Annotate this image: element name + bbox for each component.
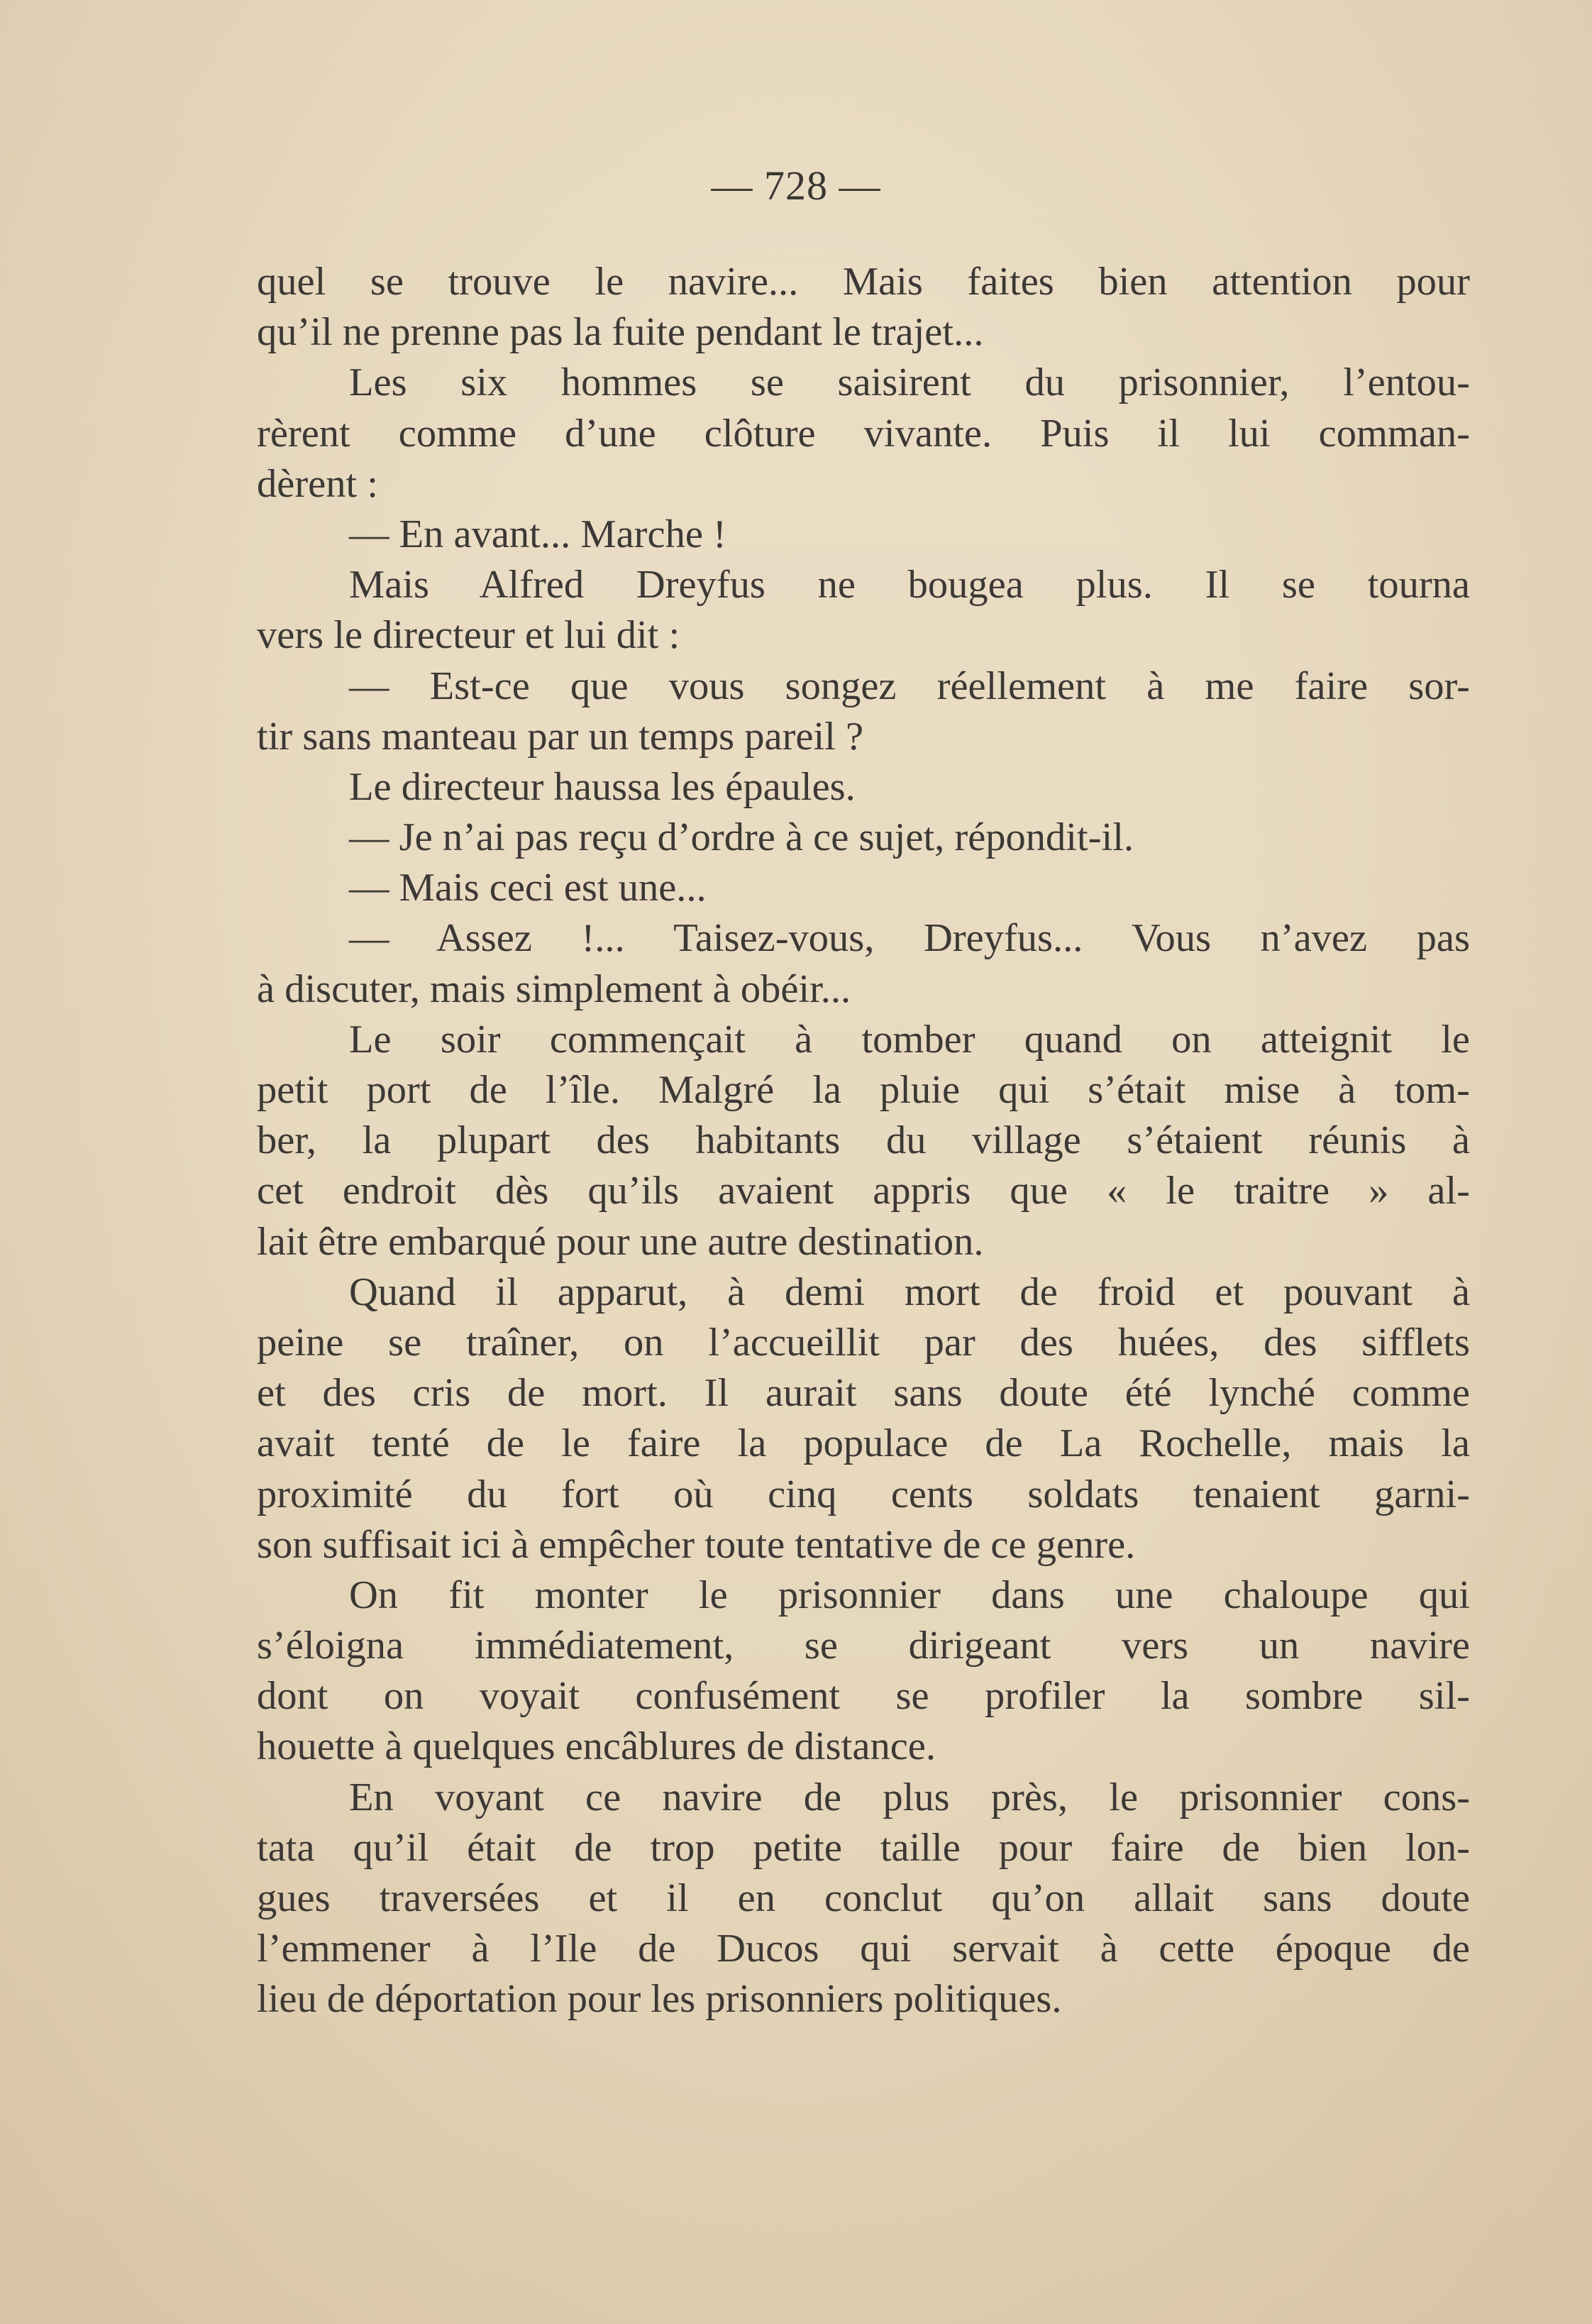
text-line: petit port de l’île. Malgré la pluie qui s’était mise à tom- <box>257 1068 1470 1112</box>
text-line: — En avant... Marche ! <box>349 512 726 556</box>
text-line: houette à quelques encâblures de distance. <box>257 1724 936 1769</box>
text-line: ber, la plupart des habitants du village s’étaient réunis à <box>257 1118 1470 1163</box>
text-line: — Mais ceci est une... <box>349 866 707 910</box>
body-text <box>257 257 1470 2025</box>
text-line: — Est-ce que vous songez réellement à me faire sor- <box>349 663 1470 708</box>
text-line: lieu de déportation pour les prisonniers politiques. <box>257 1977 1062 2022</box>
text-line: dèrent : <box>257 461 378 506</box>
text-line: — Je n’ai pas reçu d’ordre à ce sujet, répondit-il. <box>349 815 1134 860</box>
text-line: Les six hommes se saisirent du prisonnier, l’entou- <box>349 360 1470 405</box>
text-line: cet endroit dès qu’ils avaient appris que « le traitre » al- <box>257 1169 1470 1213</box>
text-line: Quand il apparut, à demi mort de froid et pouvant à <box>349 1270 1470 1314</box>
text-line: dont on voyait confusément se profiler la sombre sil- <box>257 1674 1470 1719</box>
page-number: — 728 — <box>711 163 881 209</box>
text-line: rèrent comme d’une clôture vivante. Puis il lui comman- <box>257 411 1470 456</box>
text-line: et des cris de mort. Il aurait sans doute été lynché comme <box>257 1371 1470 1416</box>
text-line: lait être embarqué pour une autre destination. <box>257 1219 984 1264</box>
text-line: son suffisait ici à empêcher toute tentative de ce genre. <box>257 1522 1136 1567</box>
text-line: tata qu’il était de trop petite taille pour faire de bien lon- <box>257 1825 1470 1870</box>
text-line: vers le directeur et lui dit : <box>257 613 680 658</box>
text-line: On fit monter le prisonnier dans une chaloupe qui <box>349 1573 1470 1617</box>
text-line: Le soir commençait à tomber quand on atteignit le <box>349 1017 1470 1062</box>
text-line: s’éloigna immédiatement, se dirigeant vers un navire <box>257 1624 1470 1668</box>
text-line: En voyant ce navire de plus près, le prisonnier cons- <box>349 1775 1470 1819</box>
text-line: proximité du fort où cinq cents soldats tenaient garni- <box>257 1472 1470 1516</box>
text-line: Le directeur haussa les épaules. <box>349 764 856 809</box>
text-line: — Assez !... Taisez-vous, Dreyfus... Vous n’avez pas <box>349 916 1470 961</box>
text-line: avait tenté de le faire la populace de La Rochelle, mais la <box>257 1421 1470 1466</box>
text-line: quel se trouve le navire... Mais faites bien attention pour <box>257 260 1470 304</box>
text-line: gues traversées et il en conclut qu’on allait sans doute <box>257 1876 1470 1920</box>
text-line: peine se traîner, on l’accueillit par des huées, des sifflets <box>257 1320 1470 1365</box>
text-line: tir sans manteau par un temps pareil ? <box>257 714 864 759</box>
text-line: l’emmener à l’Ile de Ducos qui servait à cette époque de <box>257 1927 1470 1971</box>
text-line: à discuter, mais simplement à obéir... <box>257 967 851 1011</box>
text-line: qu’il ne prenne pas la fuite pendant le trajet... <box>257 310 984 355</box>
text-line: Mais Alfred Dreyfus ne bougea plus. Il se tourna <box>349 563 1470 607</box>
